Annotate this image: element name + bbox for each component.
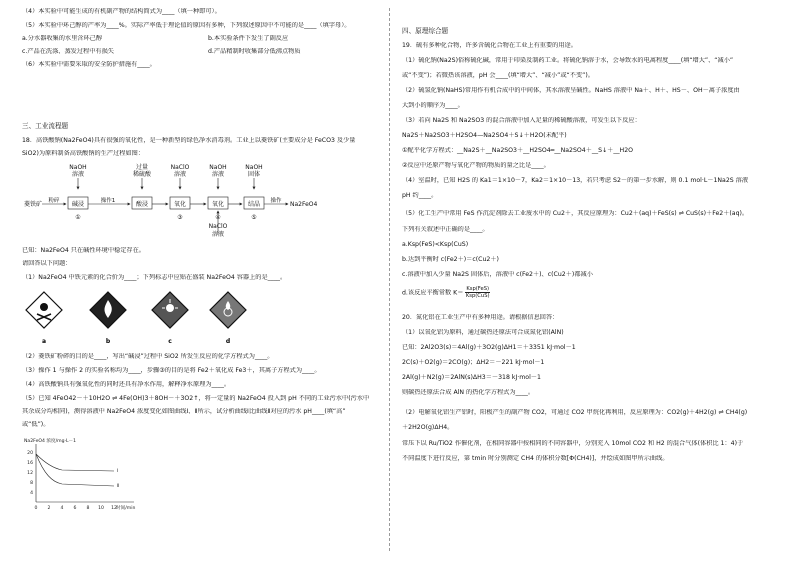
box-4-number: ④ (215, 214, 221, 221)
xtick-10: 10 (98, 506, 104, 511)
toxic-sign-icon (26, 292, 62, 328)
raw-material: 菱铁矿 (24, 201, 43, 208)
section-3-heading: 三、工业流程题 (22, 122, 69, 130)
reagent-4d: 溶液 (211, 231, 225, 238)
equation-ratio: ②反应中还原产物与氧化产物的物质的量之比是____。 (402, 162, 550, 169)
step-label-5: 操作 (270, 198, 282, 204)
box-5-number: ⑤ (251, 214, 257, 221)
q20-known-eq-1: 已知：2Al2O3(s)＝4Al(g)＋3O2(g)ΔH1＝＋3351 kJ·mol－1 (402, 344, 576, 351)
ytick-16: 16 (27, 461, 33, 466)
q18-sub-5-line-2: 其余成分均相同)，测得溶液中 Na2FeO4 浓度变化如图曲线Ⅰ、Ⅱ所示，试分析曲线Ⅰ比曲线Ⅱ对应的污水 pH____(填“高” (22, 408, 346, 415)
curve-II-label: Ⅱ (117, 484, 120, 489)
fraction-denominator: Ksp(CuS) (465, 293, 490, 299)
answer-prompt: 请回答以下问题： (22, 260, 72, 267)
q18-sub-4: （4）高铁酸钠具有强氧化性的同时还具有净水作用，解释净水原理为____。 (22, 381, 231, 388)
q18-line-2: SiO2)为原料制备高铁酸钠的生产过程如图： (22, 150, 145, 157)
known-info: 已知：Na2FeO4 只在碱性环境中稳定存在。 (22, 247, 145, 254)
sign-label-d: d (225, 338, 231, 345)
oxidizer-sign-icon (210, 292, 246, 328)
q19-sub-2-line-1: （2）硫氢化钠(NaHS)常用作有机合成中的中间体，其水溶液呈碱性。NaHS 溶液中 Na＋、H＋、HS－、OH－离子浓度由 (402, 87, 740, 94)
question-5: （5）本实验中环己醇的产率为____%。实际产率低于理论值的原因有多种，下列叙述原因中不可能的是____（填字母）。 (22, 22, 351, 29)
step-label-2: 操作1 (100, 198, 116, 204)
xtick-8: 8 (86, 506, 90, 511)
q20-sub-3-line-1: 常压下以 Ru/TiO2 作催化剂，在相同容器中按相同的不同容器中，分别充入 10mol CO2 和 H2 的混合气体(体积比 1：4)于 (402, 440, 744, 447)
q20-sub-2-line-2: ＋2H2O(g)ΔH4。 (402, 424, 454, 431)
option-d-fraction (465, 286, 490, 299)
ytick-8: 8 (30, 481, 33, 486)
product-label: Na2FeO4 (290, 201, 318, 208)
option-c: c.溶液中加入少量 Na2S 固体后，溶液中 c(Fe2＋)、c(Cu2＋)都减小 (402, 271, 593, 278)
reagent-3b: 溶液 (173, 171, 187, 178)
option-d (402, 286, 774, 304)
q20-eq-2: 2C(s)＋O2(g)＝2CO(g)；ΔH2＝－221 kJ·mol－1 (402, 359, 545, 366)
q20-sub-1: （1）以氧化铝为原料，通过碳热还原法可合成氮化铝(AlN) (402, 329, 564, 336)
q5-option-a: a.分水器收集的水里含环己醇 (22, 35, 103, 42)
sign-label-a: a (41, 338, 47, 345)
fraction-numerator: Ksp(FeS) (466, 286, 490, 292)
question-4: （4）本实验中可能生成的有机副产物的结构简式为____（填一种即可）。 (22, 8, 221, 15)
xtick-0: 0 (34, 506, 38, 511)
equation-1: Na2S＋Na2SO3＋H2SO4—Na2SO4＋S↓＋H2O(未配平) (402, 132, 567, 139)
question-19: 19．硫有多种化合物，许多含硫化合物在工业上有重要的用途。 (402, 42, 577, 49)
q20-ask: 则碳热还原法合成 AlN 的热化学方程式为____。 (402, 389, 535, 396)
q18-sub-1: （1）Na2FeO4 中铁元素的化合价为____；下列标志中应贴在盛装 Na2FeO4 容器上的是____。 (22, 274, 287, 281)
q5-option-d: d.产品精制时收集部分低沸点物质 (208, 48, 301, 55)
box-3-number: ③ (177, 214, 183, 221)
question-6: （6）本实验中需要采取的安全防护措施有____。 (22, 61, 156, 68)
step-label-1: 粉碎 (48, 198, 60, 204)
box-1-number: ① (75, 214, 81, 221)
box-5-label: 结晶 (247, 201, 261, 208)
box-4-label: 氧化 (211, 201, 225, 208)
sign-label-b: b (105, 338, 111, 345)
right-column (402, 0, 774, 561)
q18-sub-3: （3）操作 1 与操作 2 的实验名称均为____，步骤③的目的是将 Fe2＋氧化成 Fe3＋，其离子方程式为____。 (22, 367, 321, 374)
reagent-1a: NaOH (69, 164, 87, 171)
graph-ylabel: Na2FeO4 浓度/mg·L－1 (24, 439, 77, 444)
box-2-label: 酸浸 (135, 201, 149, 208)
reagent-2b: 稀硫酸 (132, 171, 152, 178)
q19-sub-2-line-2: 大到小的顺序为____。 (402, 102, 464, 109)
q19-sub-3: （3）若向 Na2S 和 Na2SO3 的混合溶液中加入足量的稀硫酸溶液，可发生以下反应： (402, 117, 641, 124)
reagent-4c: NaClO (208, 223, 228, 230)
left-column (22, 0, 394, 561)
explosive-sign-icon (152, 292, 188, 328)
curve-I (36, 454, 114, 471)
q19-sub-1-line-2: 或“不变”)；若微热该溶液，pH 会____(填“增大”、“减小”或“不变”)。 (402, 72, 594, 79)
option-a: a.Ksp(FeS)<Ksp(CuS) (402, 241, 469, 248)
reagent-4a: NaOH (209, 164, 227, 171)
ytick-20: 20 (27, 451, 33, 456)
q19-sub-5-ask: 下列有关叙述中正确的是____。 (402, 226, 489, 233)
q19-sub-1-line-1: （1）硫化钠(Na2S)俗称硫化碱，常用于印染及制药工业。将硫化钠溶于水，会导致水的电离程度____(填“增大”、“减小” (402, 57, 734, 64)
reagent-4b: 溶液 (211, 171, 225, 178)
q18-sub-5-line-1: （5）已知 4FeO42－＋10H2O ⇌ 4Fe(OH)3＋8OH－＋3O2↑，将一定量的 Na2FeO4 投入到 pH 不同的工业污水中(污水中 (22, 395, 370, 402)
sign-label-c: c (168, 338, 172, 345)
q5-option-b: b.本实验条件下发生了副反应 (208, 35, 289, 42)
reagent-5a: NaOH (245, 164, 263, 171)
flammable-sign-icon (90, 292, 126, 328)
q20-sub-3-line-2: 不同温度下进行反应，第 tmin 时分别测定 CH4 的体积分数[Φ(CH4)]，并绘成如图甲所示曲线。 (402, 455, 669, 462)
q20-sub-2-line-1: （2）电解氧化铝生产铝时，阳极产生的副产物 CO2，可通过 CO2 甲烷化再利用，反应原理为：CO2(g)＋4H2(g) ⇌ CH4(g) (402, 409, 748, 416)
xtick-4: 4 (60, 506, 64, 511)
q18-sub-5-line-3: 或“低”)。 (22, 421, 50, 428)
reagent-1b: 溶液 (71, 171, 85, 178)
q19-sub-4-line-1: （4）室温时，已知 H2S 的 Ka1＝1×10－7，Ka2＝1×10－13，若只考虑 S2－的第一步水解，则 0.1 mol·L－1Na2S 溶液 (402, 177, 749, 184)
section-4-heading: 四、原理综合题 (402, 27, 449, 35)
box-1-label: 碱浸 (71, 201, 85, 208)
question-20: 20．氮化铝在工业生产中有多种用途。请根据信息回答： (402, 314, 559, 321)
q18-sub-2: （2）菱铁矿粉碎的目的是____，写出“碱浸”过程中 SiO2 所发生反应的化学方程式为____。 (22, 353, 274, 360)
curve-I-label: Ⅰ (117, 469, 119, 474)
q19-sub-5: （5）化工生产中常用 FeS 作沉淀剂除去工业废水中的 Cu2＋，其反应原理为：Cu2＋(aq)＋FeS(s) ⇌ CuS(s)＋Fe2＋(aq)。 (402, 210, 749, 217)
option-b: b.达到平衡时 c(Fe2＋)＝c(Cu2＋) (402, 256, 499, 263)
option-d-text: d.该反应平衡常数 K＝ (402, 289, 464, 297)
process-flow-diagram (22, 162, 322, 242)
graph-xlabel: 时间/min (116, 506, 136, 511)
q19-sub-4-line-2: pH 约____。 (402, 192, 438, 199)
reagent-2a: 过量 (135, 164, 149, 171)
ytick-12: 12 (27, 471, 33, 476)
ytick-4: 4 (30, 491, 33, 496)
box-3-label: 氧化 (173, 201, 187, 208)
q20-eq-3: 2Al(g)＋N2(g)＝2AlN(s)ΔH3＝－318 kJ·mol－1 (402, 374, 541, 381)
reagent-5b: 固体 (247, 171, 261, 178)
q18-line-1: 18．高铁酸钠(Na2FeO4)具有很强的氧化性，是一种新型的绿色净水消毒剂。工业上以菱铁矿(主要成分是 FeCO3 及少量 (22, 137, 356, 144)
concentration-time-graph (22, 434, 142, 514)
hazard-signs (22, 290, 262, 348)
xtick-2: 2 (47, 506, 51, 511)
reagent-3a: NaClO (170, 164, 190, 171)
equation-balance: ①配平化学方程式：__Na2S＋__Na2SO3＋__H2SO4═__Na2SO4＋__S↓＋__H2O (402, 147, 634, 154)
xtick-12: 12 (111, 506, 117, 511)
xtick-6: 6 (73, 506, 77, 511)
q5-option-c: c.产品在洗涤、蒸发过程中有损失 (22, 48, 114, 55)
